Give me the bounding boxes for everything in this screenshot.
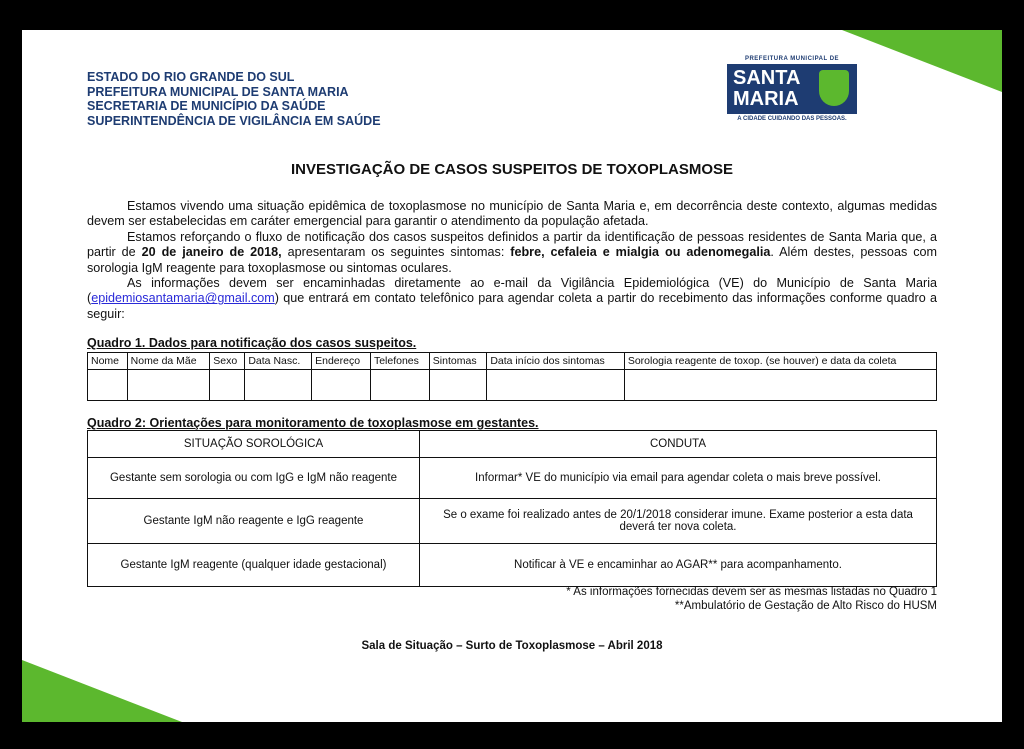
- paragraph-1: Estamos vivendo uma situação epidêmica de toxoplasmose no município de Santa Maria e, em decorrência deste contexto, algumas medidas devem ser estabelecidas em caráter emergencial para garantir o atendimento da população afetada.: [87, 199, 937, 229]
- email-link[interactable]: epidemiosantamaria@gmail.com: [91, 291, 275, 306]
- logo-box: [727, 64, 857, 114]
- page-footer: Sala de Situação – Surto de Toxoplasmose – Abril 2018: [361, 640, 663, 652]
- table-cell: [127, 370, 210, 401]
- logo-line1: SANTA: [733, 67, 801, 89]
- quadro1-table: [87, 352, 937, 401]
- table-cell: [429, 370, 487, 401]
- p2-symptoms: febre, cefaleia e mialgia ou adenomegalia: [510, 245, 771, 260]
- logo-line2: MARIA: [733, 88, 799, 110]
- table-header-cell: Data Nasc.: [245, 353, 312, 370]
- situacao-cell: Gestante IgM não reagente e IgG reagente: [88, 499, 420, 544]
- footnote-2: **Ambulatório de Gestação de Alto Risco do HUSM: [674, 600, 937, 612]
- body-text: [87, 199, 937, 322]
- table-row: [88, 544, 937, 587]
- conduta-cell: Informar* VE do município via email para agendar coleta o mais breve possível.: [420, 458, 937, 499]
- quadro2-table: [87, 430, 937, 587]
- quadro2-title: Quadro 2: Orientações para monitoramento de toxoplasmose em gestantes.: [87, 416, 539, 430]
- table-header-cell: Telefones: [370, 353, 429, 370]
- santa-maria-logo: [727, 56, 857, 122]
- table-header-cell: Endereço: [312, 353, 371, 370]
- conduta-cell: Se o exame foi realizado antes de 20/1/2018 considerar imune. Exame posterior a esta data deverá ter nova coleta.: [420, 499, 937, 544]
- table-cell: [312, 370, 371, 401]
- situacao-cell: Gestante IgM reagente (qualquer idade gestacional): [88, 544, 420, 587]
- p3-text: As informações devem ser encaminhadas diretamente ao e-mail da Vigilância Epidemiológica (VE) do Município de Santa Maria (: [87, 276, 937, 306]
- coat-of-arms-icon: [819, 70, 849, 106]
- table-header-cell: Sintomas: [429, 353, 487, 370]
- header-line: ESTADO DO RIO GRANDE DO SUL: [87, 70, 295, 84]
- logo-top-text: PREFEITURA MUNICIPAL DE: [744, 56, 840, 62]
- footnote-1: * As informações fornecidas devem ser as mesmas listadas no Quadro 1: [566, 586, 937, 598]
- p2-text: Estamos reforçando o fluxo de notificação dos casos suspeitos definidos a partir da identificação de pessoas residentes de Santa Maria que, a partir de: [87, 229, 937, 260]
- document-page: [22, 30, 1002, 722]
- table-cell: [624, 370, 936, 401]
- paragraph-3: [87, 276, 937, 322]
- decorative-corner-bottom-left: [22, 660, 182, 722]
- table-header-cell: Data início dos sintomas: [487, 353, 625, 370]
- decorative-corner-top-right: [842, 30, 1002, 92]
- header-line: SECRETARIA DE MUNICÍPIO DA SAÚDE: [87, 99, 326, 113]
- table-row: [88, 458, 937, 499]
- header-line: PREFEITURA MUNICIPAL DE SANTA MARIA: [87, 84, 349, 99]
- footnotes: [566, 585, 937, 613]
- p3-text: ) que entrará em contato telefônico para agendar coleta a partir do recebimento das informações conforme quadro a seguir:: [87, 291, 937, 321]
- table-cell: [210, 370, 245, 401]
- table-header-cell: Nome: [88, 353, 128, 370]
- table-header-cell: CONDUTA: [420, 431, 937, 458]
- table-cell: [487, 370, 625, 401]
- p2-text: apresentaram os seguintes sintomas:: [281, 245, 511, 260]
- p2-text: . Além destes, pessoas com sorologia IgM reagente para toxoplasmose ou sintomas oculares.: [87, 245, 937, 275]
- conduta-cell: Notificar à VE e encaminhar ao AGAR** para acompanhamento.: [420, 544, 937, 587]
- table-header-cell: Nome da Mãe: [127, 353, 210, 370]
- quadro1-title: Quadro 1. Dados para notificação dos casos suspeitos.: [87, 336, 417, 350]
- table-cell: [245, 370, 312, 401]
- logo-tagline: A CIDADE CUIDANDO DAS PESSOAS.: [737, 116, 847, 122]
- table-cell: [88, 370, 128, 401]
- table-header-cell: SITUAÇÃO SOROLÓGICA: [88, 431, 420, 458]
- logo-city-name: [733, 68, 800, 110]
- situacao-cell: Gestante sem sorologia ou com IgG e IgM não reagente: [88, 458, 420, 499]
- table-header-row: [88, 431, 937, 458]
- institution-header: [87, 70, 381, 128]
- paragraph-2: [87, 230, 937, 276]
- header-line: SUPERINTENDÊNCIA DE VIGILÂNCIA EM SAÚDE: [87, 113, 381, 128]
- document-title: INVESTIGAÇÃO DE CASOS SUSPEITOS DE TOXOPLASMOSE: [290, 161, 734, 178]
- table-cell: [370, 370, 429, 401]
- table-empty-row: [88, 370, 937, 401]
- table-row: [88, 499, 937, 544]
- p2-date: 20 de janeiro de 2018,: [141, 245, 282, 260]
- table-header-row: [88, 353, 937, 370]
- table-header-cell: Sorologia reagente de toxop. (se houver) e data da coleta: [624, 353, 936, 370]
- table-header-cell: Sexo: [210, 353, 245, 370]
